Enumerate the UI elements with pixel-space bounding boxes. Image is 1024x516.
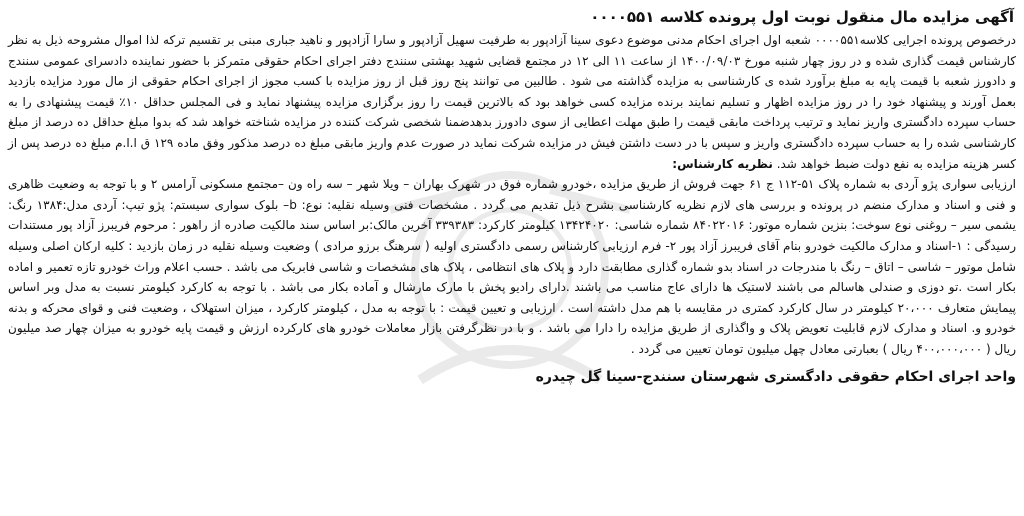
notice-paragraph-1 <box>8 30 1016 174</box>
auction-terms-text: درخصوص پرونده اجرایی کلاسه۰۰۰۰۵۵۱ شعبه اول اجرای احکام مدنی موضوع دعوی سینا آزادپور به طرفیت سهیل آزادپور و سارا آزادپور و ناهید جباری مبنی بر تقسیم ترکه لذا اموال مشروحه ذیل به نظر کارشناس قیمت گذاری شده و در روز چهار شنبه مورخ ۱۴۰۰/۰۹/۰۳ از ساعت ۱۱ الی ۱۲ در مجتمع قضایی شهید بهشتی سنندج دفتر اجرای احکام حقوقی متمرکز با حضور نماینده دادسرای عمومی سنندج و دادورز شعبه با قیمت پایه به مبلغ برآورد شده ی کارشناسی به مزایده گذاشته می شود . طالبین می توانند پنج روز قبل از روز مزایده با کسب مجوز از اجرای احکام حقوقی از مال مورد مزایده بازدید بعمل آورند و پیشنهاد خود را در روز مزایده اظهار و تسلیم نمایند برنده مزایده کسی خواهد بود که بالاترین قیمت را روز برگزاری مزایده پیشنهاد نماید و فی المجلس حداقل ۱۰٪ قیمت پیشنهادی را به حساب سپرده دادگستری واریز نماید و ترتیب پرداخت مابقی قیمت را طبق مهلت اعطایی از سوی دادورز بدهدضمنا شخصی شرکت کننده در مزایده شناخته خواهد شد که بدوا مبلغ حداقل ده درصد از مبلغ کارشناسی شده را به حساب سپرده دادگستری واریز و سپس با در دست داشتن فیش در مزایده شرکت نماید در صورت عدم واریز مابقی مبلغ ده درصد مذکور وفق ماده ۱۲۹ ق ا.ا.م مبلغ ده درصد پس از کسر هزینه مزایده به نفع دولت ضبط خواهد شد. <box>8 33 1017 171</box>
issuer-signature: واحد اجرای احکام حقوقی دادگستری شهرستان سنندج-سینا گل چیدره <box>535 368 1016 385</box>
notice-paragraph-2: ارزیابی سواری پژو آردی به شماره پلاک ۵۱-۱۱۲ ج ۶۱ جهت فروش از طریق مزایده ،خودرو شماره فوق در شهرک بهاران – ویلا شهر – سه راه ون –مجتمع مسکونی آرامس ۲ و با توجه به وضعیت ظاهری و فنی و اسناد و مدارک منضم در پرونده و بررسی های لازم نظریه کارشناسی بشرح ذیل تقدیم می گردد . مشخصات فنی وسیله نقلیه: نوع: b– بلوک سواری سیستم: پژو تیپ: آردی مدل:۱۳۸۴ رنگ: یشمی سیر – روغنی نوع سوخت: بنزین شماره موتور: ۸۴۰۲۲۰۱۶ شماره شاسی: ۱۳۴۲۴۰۲۰ کیلومتر کارکرد: ۳۳۹۳۸۳ آخرین مالک:بر اساس سند مالکیت صادره از راهور : مرحوم فریبرز آزاد پور مستندات رسیدگی : ۱-اسناد و مدارک مالکیت خودرو بنام آقای فریبرز آزاد پور ۲- فرم ارزیابی کارشناس رسمی دادگستری اولیه ( سرهنگ برزو مرادی ) وضعیت وسیله نقلیه در زمان بازدید : کلیه ارکان اصلی وسیله شامل موتور – شاسی – اتاق – رنگ با مندرجات در اسناد بدو شماره گذاری مطابقت دارد و پلاک های انتظامی ، پلاک های مشخصات و شاسی فابریک می باشد . حسب اعلام وراث خودرو تازه تعمیر و اماده بکار است .تو دوزی و صندلی هاسالم می باشند لاستیک ها دارای عاج مناسب می باشند .دارای رادیو پخش با مارک مارشال و آماده بکار می باشد . با توجه به کارکرد کیلومتر نسبت به مدل وبر اساس پیمایش متعارف ۲۰،۰۰۰ کیلومتر در سال کارکرد کمتری در مقایسه با هم مدل داشته است . ارزیابی و تعیین قیمت : با توجه به مدل ، کیلومتر کارکرد ، میزان استهلاک ، وضعیت فنی و قوای محرکه و بدنه خودرو و. اسناد و مدارک لازم قابلیت تعویض پلاک و واگذاری از طریق مزایده را دارا می باشد . و با در نظرگرفتن بازار معاملات خودرو های کارکرده ارزش و قیمت پایه خودرو به میزان چهار صد میلیون ریال ( ۴۰۰،۰۰۰،۰۰۰ ریال ) بعبارتی معادل چهل میلیون تومان تعیین می گردد . <box>8 177 1017 356</box>
notice-title: آگهی مزایده مال منقول نوبت اول پرونده کلاسه ۰۰۰۰۵۵۱ <box>590 8 1014 26</box>
expert-opinion-heading: نظریه کارشناس: <box>672 156 773 171</box>
